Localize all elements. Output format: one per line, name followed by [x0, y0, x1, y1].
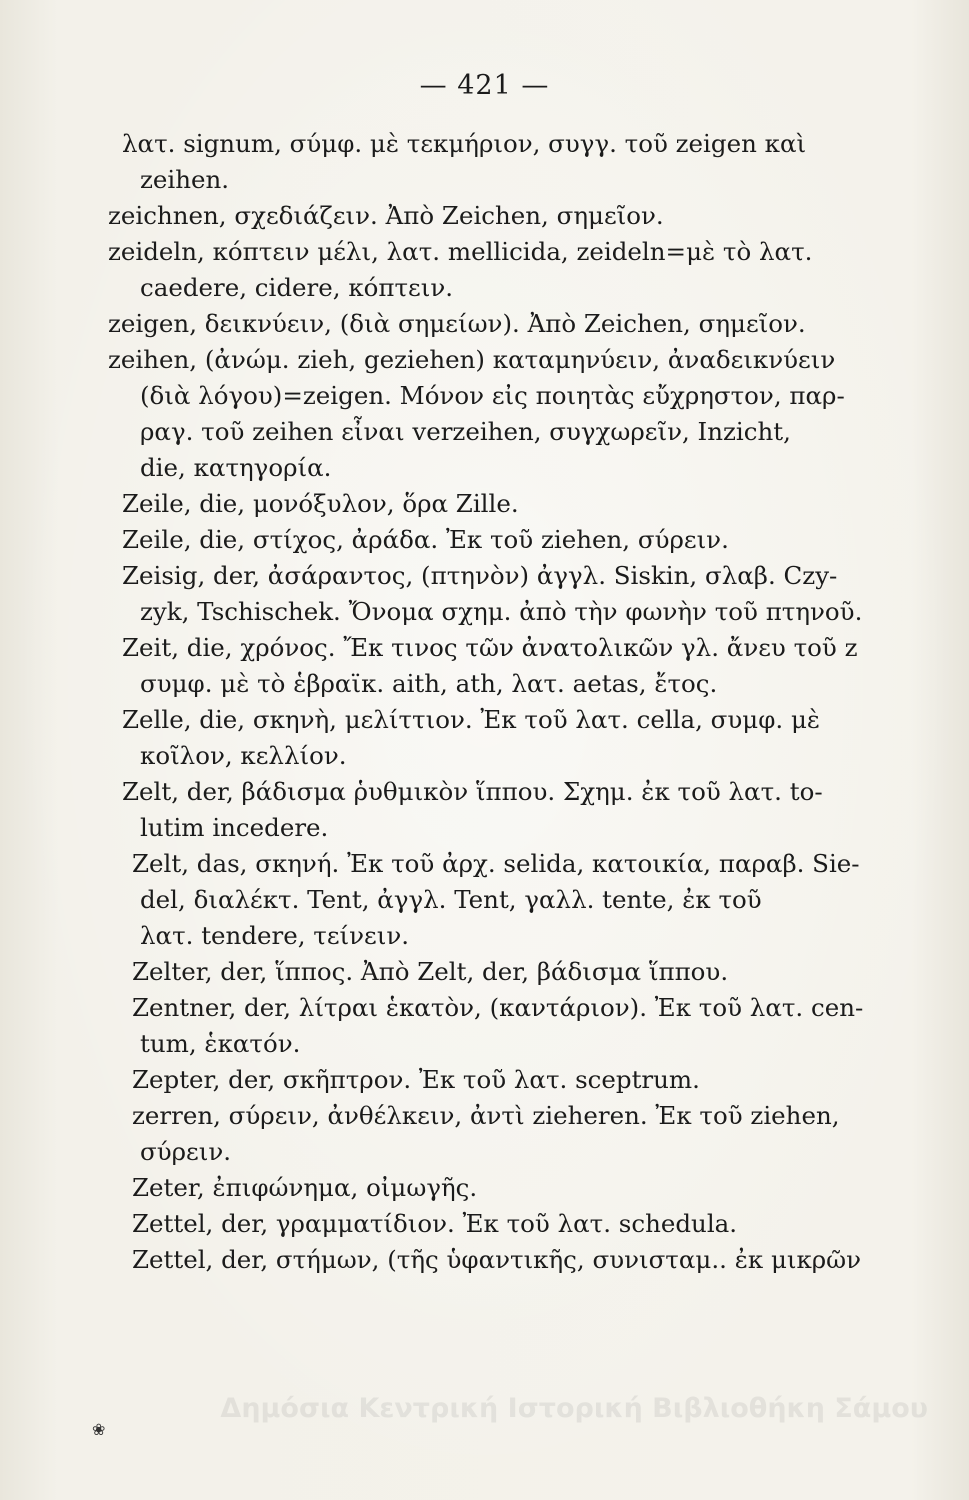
text-line: σύρειν. — [140, 1137, 232, 1166]
text-line: λατ. signum, σύμφ. μὲ τεκμήριον, συγγ. τοῦ zeigen καὶ — [122, 129, 807, 158]
text-line: die, κατηγορία. — [140, 453, 332, 482]
dictionary-entries — [108, 126, 864, 1278]
entry-zeter: Zeter, ἐπιφώνημα, οἰμωγῆς. — [132, 1173, 478, 1202]
text-line: caedere, cidere, κόπτειν. — [140, 273, 454, 302]
entry-zeichnen: zeichnen, σχεδιάζειν. Ἀπὸ Zeichen, σημεῖον. — [108, 201, 664, 230]
entry-zelt-der: Zelt, der, βάδισμα ῥυθμικὸν ἵππου. Σχημ. ἐκ τοῦ λατ. to- — [122, 777, 823, 806]
text-line: κοῖλον, κελλίον. — [140, 741, 347, 770]
entry-zeile-1: Zeile, die, μονόξυλον, ὅρα Zille. — [122, 489, 519, 518]
text-line: lutim incedere. — [140, 813, 329, 842]
text-line: zyk, Tschischek. Ὄνομα σχημ. ἀπὸ τὴν φωνὴν τοῦ πτηνοῦ. — [140, 597, 863, 626]
entry-zeihen: zeihen, (ἀνώμ. zieh, geziehen) καταμηνύειν, ἀναδεικνύειν — [108, 345, 836, 374]
entry-zelter: Zelter, der, ἵππος. Ἀπὸ Zelt, der, βάδισμα ἵππου. — [132, 957, 729, 986]
text-line: del, διαλέκτ. Tent, ἀγγλ. Tent, γαλλ. tente, ἐκ τοῦ — [140, 885, 762, 914]
entry-zettel-1: Zettel, der, γραμματίδιον. Ἐκ τοῦ λατ. schedula. — [132, 1209, 738, 1238]
entry-zeigen: zeigen, δεικνύειν, (διὰ σημείων). Ἀπὸ Zeichen, σημεῖον. — [108, 309, 806, 338]
entry-zettel-2: Zettel, der, στήμων, (τῆς ὑφαντικῆς, συνισταμ.. ἐκ μικρῶν — [132, 1245, 862, 1274]
entry-zeideln: zeideln, κόπτειν μέλι, λατ. mellicida, zeideln=μὲ τὸ λατ. — [108, 237, 813, 266]
text-line: συμφ. μὲ τὸ ἑβραϊκ. aith, ath, λατ. aetas, ἔτος. — [140, 669, 718, 698]
entry-zeisig: Zeisig, der, ἀσάραντος, (πτηνὸν) ἀγγλ. Siskin, σλαβ. Czy- — [122, 561, 838, 590]
entry-zeile-2: Zeile, die, στίχος, ἀράδα. Ἐκ τοῦ ziehen, σύρειν. — [122, 525, 729, 554]
text-line: ραγ. τοῦ zeihen εἶναι verzeihen, συγχωρεῖν, Inzicht, — [140, 417, 791, 446]
text-line: (διὰ λόγου)=zeigen. Μόνον εἰς ποιητὰς εὔχρηστον, παρ- — [140, 381, 845, 410]
entry-zeit: Zeit, die, χρόνος. Ἔκ τινος τῶν ἀνατολικῶν γλ. ἄνευ τοῦ z — [122, 633, 858, 662]
entry-zelle: Zelle, die, σκηνὴ, μελίττιον. Ἐκ τοῦ λατ. cella, συμφ. μὲ — [122, 705, 821, 734]
text-line: λατ. tendere, τείνειν. — [140, 921, 410, 950]
entry-zerren: zerren, σύρειν, ἀνθέλκειν, ἀντὶ zieheren. Ἐκ τοῦ ziehen, — [132, 1101, 840, 1130]
page-number: — 421 — — [419, 70, 550, 101]
library-watermark: Δημόσια Κεντρική Ιστορική Βιβλιοθήκη Σάμου — [220, 1393, 928, 1424]
text-line: tum, ἑκατόν. — [140, 1029, 301, 1058]
entry-zentner: Zentner, der, λίτραι ἑκατὸν, (καντάριον). Ἐκ τοῦ λατ. cen- — [132, 993, 864, 1022]
entry-zepter: Zepter, der, σκῆπτρον. Ἐκ τοῦ λατ. sceptrum. — [132, 1065, 700, 1094]
ornament-icon: ❀ — [92, 1420, 106, 1439]
entry-zelt-das: Zelt, das, σκηνή. Ἐκ τοῦ ἀρχ. selida, κατοικία, παραβ. Sie- — [132, 849, 860, 878]
text-line: zeihen. — [140, 165, 230, 194]
